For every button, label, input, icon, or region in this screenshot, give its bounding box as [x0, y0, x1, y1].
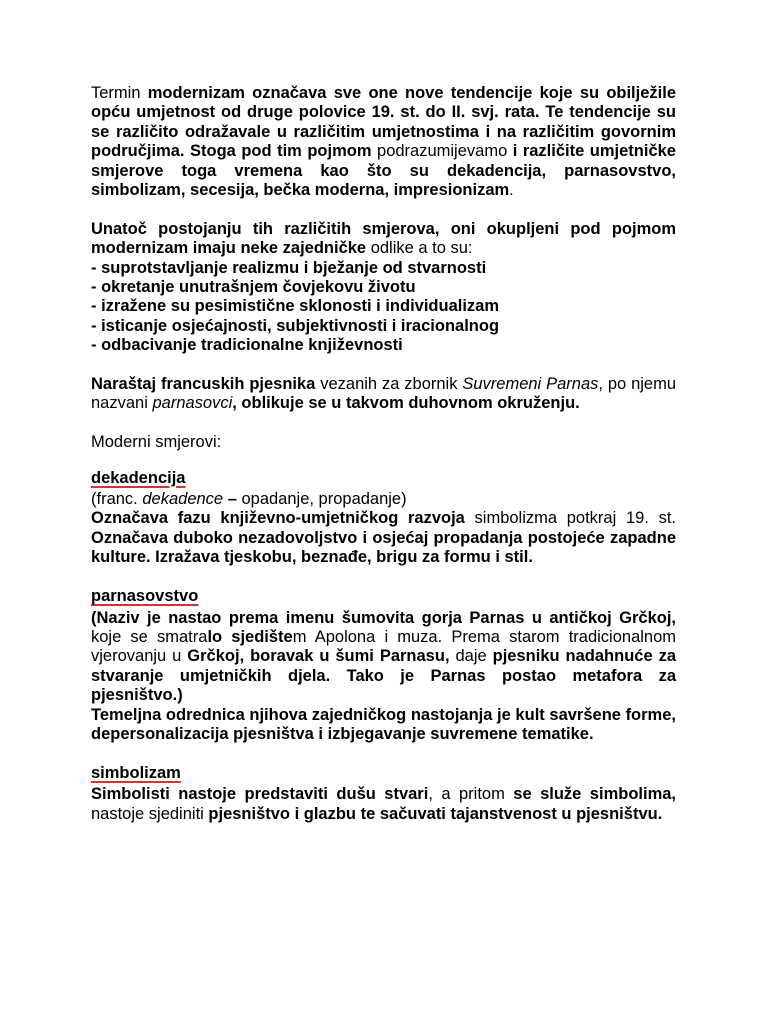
moderni-smjerovi-label: Moderni smjerovi:: [91, 433, 222, 452]
feature-item: - isticanje osjećajnosti, subjektivnosti i iracionalnog: [91, 316, 500, 335]
description-text: , a pritom: [428, 785, 514, 804]
etymology-text: opadanje, propadanje): [241, 490, 407, 509]
dekadencija-description: [91, 509, 676, 567]
dekadencija-etymology: [91, 490, 676, 509]
feature-item: - izražene su pesimistične sklonosti i individualizam: [91, 297, 500, 316]
heading-parnasovstvo: parnasovstvo: [91, 587, 199, 606]
etymology-word: dekadence: [142, 490, 224, 509]
origin-bold: Grčkoj, boravak u šumi Parnasu,: [187, 647, 450, 666]
features-intro-text: odlike a to su:: [366, 239, 473, 258]
description-bold: Označava duboko nezadovoljstvo i osjećaj propadanja postojeće zapadne kulture. Izražava tjeskobu, beznađe, brigu za formu i stil.: [91, 528, 676, 567]
parnasovstvo-description: Temeljna odrednica njihova zajedničkog nastojanja je kult savršene forme, depersonalizacija pjesništva i izbjegavanje suvremene tematike.: [91, 705, 676, 743]
term-modernizam: modernizam: [147, 84, 245, 102]
section-dekadencija: [91, 469, 676, 568]
origin-text: koje se smatra: [91, 627, 208, 646]
intro-paragraph: [91, 84, 676, 200]
feature-item: - okretanje unutrašnjem čovjekovu životu: [91, 278, 416, 297]
movements-list: dekadencija, parnasovstvo, simbolizam, secesija, bečka moderna, impresionizam: [91, 161, 676, 200]
origin-bold: pjesniku nadahnuće za stvaranje umjetničkih djela. Tako je Parnas postao metafora za pjesništvo.): [91, 647, 677, 705]
intro-text-bold: označava sve one nove tendencije koje su obilježile opću umjetnost od druge polovice 19. st. do II. svj. rata. Te tendencije su se različito odražavale u različitim umjetnostima i na različitim govornim područjima. Stoga pod tim pojmom: [91, 84, 677, 161]
parnas-intro-text: , po njemu nazvani: [91, 375, 677, 413]
description-text: nastoje sjediniti: [91, 804, 209, 823]
intro-text-bold: i različite umjetničke smjerove toga vremena kao što su: [91, 142, 676, 180]
section-simbolizam: [91, 764, 676, 824]
intro-text: podrazumijevamo: [371, 142, 513, 161]
description-bold: se služe simbolima,: [513, 785, 676, 804]
book-title: Suvremeni Parnas: [462, 375, 599, 394]
description-bold: pjesništvo i glazbu te sačuvati tajanstvenost u pjesništvu.: [208, 804, 663, 823]
description-bold: Označava fazu književno-umjetničkog razvoja: [91, 509, 465, 528]
origin-text: m Apolona i muza. Prema starom tradicionalnom vjerovanju u: [91, 627, 677, 666]
features-intro-bold: Unatoč postojanju tih različitih smjerova, oni okupljeni pod pojmom modernizam imaju neke zajedničke: [91, 219, 676, 258]
parnasovci-term: parnasovci: [152, 394, 233, 413]
parnas-intro-bold: Naraštaj francuskih pjesnika: [91, 375, 316, 394]
origin-bold: lo sjedište: [207, 627, 293, 646]
etymology-dash: –: [223, 490, 242, 509]
origin-bold: (Naziv je nastao prema imenu šumovita gorja Parnas u antičkoj Grčkoj,: [91, 608, 676, 627]
description-bold: Simbolisti nastoje predstaviti dušu stvari: [91, 785, 429, 804]
feature-item: - suprotstavljanje realizmu i bježanje od stvarnosti: [91, 258, 487, 277]
feature-item: - odbacivanje tradicionalne književnosti: [91, 336, 403, 355]
intro-text: .: [509, 181, 514, 200]
description-text: simbolizma potkraj 19. st.: [464, 509, 676, 528]
parnas-intro-paragraph: [91, 375, 676, 414]
etymology-text: (franc.: [91, 490, 143, 509]
parnas-intro-text: vezanih za zbornik: [315, 375, 463, 394]
simbolizam-description: [91, 785, 676, 824]
features-intro: [91, 220, 676, 259]
heading-simbolizam: simbolizam: [91, 763, 181, 782]
parnas-intro-bold: , oblikuje se u takvom duhovnom okruženju.: [232, 394, 580, 413]
parnasovstvo-origin: [91, 609, 676, 706]
intro-text: Termin: [91, 84, 148, 102]
origin-text: daje: [449, 647, 493, 666]
section-parnasovstvo: [91, 587, 676, 744]
heading-dekadencija: dekadencija: [91, 468, 186, 487]
